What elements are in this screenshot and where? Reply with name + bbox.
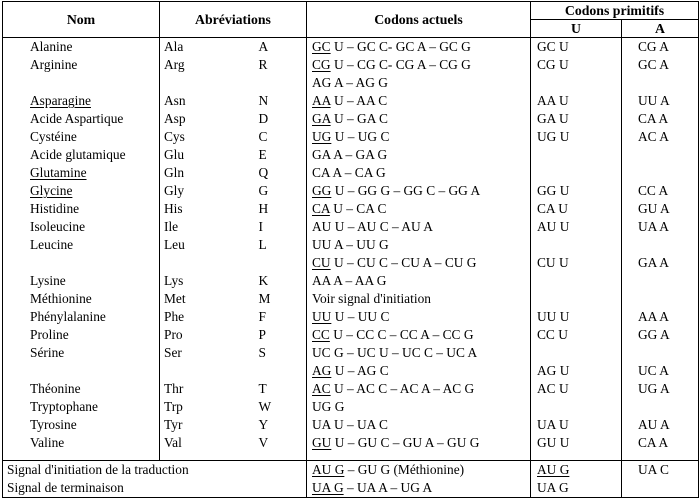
primitive-codon-a: UC A: [622, 362, 699, 380]
amino-acid-name: [3, 308, 160, 326]
amino-acid-name-text: Tyrosine: [30, 417, 77, 432]
current-codons: [307, 398, 531, 416]
amino-acid-name-text: Lysine: [30, 273, 66, 288]
amino-acid-name-text: Méthionine: [30, 291, 92, 306]
codon-prefix: AA: [312, 93, 331, 108]
primitive-codon-a: GA A: [622, 254, 699, 272]
codon-rest: UG G: [312, 399, 345, 414]
codon-prefix: UA G: [312, 480, 344, 495]
current-codons: [307, 290, 531, 308]
primitive-codon-u: [531, 290, 622, 308]
signal-codons: [307, 479, 531, 498]
primitive-codon-u: CU U: [531, 254, 622, 272]
current-codons: [307, 434, 531, 452]
primitive-codon-a: [622, 344, 699, 362]
three-letter-code: Gln: [164, 165, 185, 180]
one-letter-code: G: [255, 182, 307, 200]
three-letter-code: Met: [164, 291, 186, 306]
codon-prefix: GA: [312, 111, 331, 126]
one-letter-code: [255, 74, 307, 92]
amino-acid-name: [3, 164, 160, 182]
current-codons: [307, 254, 531, 272]
three-letter-code: [160, 74, 255, 92]
codon-prefix: AU G: [312, 462, 345, 477]
table-row: [3, 344, 699, 362]
three-letter-code: Trp: [164, 399, 183, 414]
codon-rest: U – UU C: [331, 309, 390, 324]
current-codons: [307, 218, 531, 236]
codon-rest: U – CG C- CG A – CG G: [330, 57, 471, 72]
three-letter-code: Glu: [164, 147, 185, 162]
header-a: A: [622, 20, 699, 38]
header-codons-actuels: Codons actuels: [307, 2, 531, 38]
primitive-codon-u: CC U: [531, 326, 622, 344]
current-codons: [307, 92, 531, 110]
amino-acid-name: [3, 416, 160, 434]
amino-acid-name: [3, 362, 160, 380]
amino-acid-name-text: Asparagine: [30, 93, 91, 108]
three-letter-code: Leu: [164, 237, 185, 252]
primitive-codon-a: CC A: [622, 182, 699, 200]
primitive-codon-a: GG A: [622, 326, 699, 344]
primitive-codon-u: [531, 344, 622, 362]
primitive-codon-u: GU U: [531, 434, 622, 452]
codon-rest: AG A – AG G: [312, 75, 388, 90]
one-letter-code: K: [255, 272, 307, 290]
codon-rest: U – AC C – AC A – AC G: [330, 381, 475, 396]
one-letter-code: D: [255, 110, 307, 128]
amino-acid-name: [3, 74, 160, 92]
current-codons: [307, 416, 531, 434]
amino-acid-name-text: Histidine: [30, 201, 80, 216]
primitive-codon-u: UU U: [531, 308, 622, 326]
primitive-codon-u: [531, 398, 622, 416]
three-letter-code: Thr: [164, 381, 184, 396]
primitive-codon-u: AC U: [531, 380, 622, 398]
three-letter-code: Arg: [164, 57, 185, 72]
amino-acid-name-text: Glutamine: [30, 165, 87, 180]
primitive-codon-a: CA A: [622, 434, 699, 452]
current-codons: [307, 326, 531, 344]
codon-rest: U – AA C: [330, 93, 388, 108]
three-letter-code: Ala: [164, 39, 184, 54]
primitive-codon-u: AU U: [531, 218, 622, 236]
one-letter-code: W: [255, 398, 307, 416]
primitive-codon-u: UA U: [531, 416, 622, 434]
gap-cell: [255, 452, 307, 461]
amino-acid-name: [3, 200, 160, 218]
table-row: [3, 110, 699, 128]
signal-primitive-u: [531, 479, 622, 498]
amino-acid-name: [3, 128, 160, 146]
primitive-codon-a: GC A: [622, 56, 699, 74]
header-codons-primitifs: Codons primitifs: [531, 2, 699, 20]
three-letter-code: Val: [164, 435, 182, 450]
current-codons: [307, 110, 531, 128]
primitive-codon-a: [622, 290, 699, 308]
primitive-codon-a: AC A: [622, 128, 699, 146]
table-row: [3, 326, 699, 344]
table-row: [3, 308, 699, 326]
one-letter-code: R: [255, 56, 307, 74]
codon-rest: U – CA C: [329, 201, 387, 216]
amino-acid-name-text: Alanine: [30, 39, 73, 54]
table-gap-row: [3, 452, 699, 461]
amino-acid-name: [3, 56, 160, 74]
codon-table: [2, 1, 699, 498]
current-codons: [307, 344, 531, 362]
amino-acid-name-text: Glycine: [30, 183, 73, 198]
codon-rest: UC G – UC U – UC C – UC A: [312, 345, 478, 360]
table-row: [3, 362, 699, 380]
signal-name: Signal d'initiation de la traduction: [3, 461, 307, 480]
amino-acid-name-text: Acide Aspartique: [30, 111, 124, 126]
one-letter-code: I: [255, 218, 307, 236]
signal-primitive-a: UA C: [622, 461, 699, 480]
current-codons: [307, 380, 531, 398]
header-abreviations: Abréviations: [160, 2, 307, 38]
one-letter-code: F: [255, 308, 307, 326]
primitive-codon-u: CA U: [531, 200, 622, 218]
one-letter-code: N: [255, 92, 307, 110]
table-row: [3, 218, 699, 236]
amino-acid-name-text: Leucine: [30, 237, 74, 252]
table-row: [3, 74, 699, 92]
amino-acid-name: [3, 146, 160, 164]
codon-prefix: UU: [312, 309, 332, 324]
gap-cell: [622, 452, 699, 461]
signal-row: [3, 479, 699, 498]
table-row: [3, 92, 699, 110]
gap-cell: [160, 452, 255, 461]
one-letter-code: M: [255, 290, 307, 308]
primitive-codon-u: UG U: [531, 128, 622, 146]
signal-codons: [307, 461, 531, 480]
amino-acid-name-text: Valine: [30, 435, 65, 450]
primitive-codon-a: [622, 272, 699, 290]
codon-rest: GA A – GA G: [312, 147, 388, 162]
signal-primitive-u-text: UA G: [537, 480, 569, 495]
current-codons: [307, 308, 531, 326]
primitive-codon-a: UA A: [622, 218, 699, 236]
table-row: [3, 164, 699, 182]
amino-acid-name: [3, 110, 160, 128]
table-row: [3, 146, 699, 164]
table-row: [3, 128, 699, 146]
table-row: [3, 56, 699, 74]
amino-acid-name-text: Théonine: [30, 381, 81, 396]
one-letter-code: [255, 254, 307, 272]
amino-acid-name: [3, 398, 160, 416]
primitive-codon-u: [531, 164, 622, 182]
amino-acid-name: [3, 254, 160, 272]
codon-prefix: GC: [312, 39, 331, 54]
primitive-codon-a: CG A: [622, 38, 699, 57]
table-row: [3, 272, 699, 290]
codon-prefix: AG: [312, 363, 332, 378]
primitive-codon-u: [531, 236, 622, 254]
three-letter-code: His: [164, 201, 183, 216]
codon-prefix: CA: [312, 201, 330, 216]
three-letter-code: Gly: [164, 183, 185, 198]
codon-rest: Voir signal d'initiation: [312, 291, 431, 306]
codon-rest: UA U – UA C: [312, 417, 388, 432]
one-letter-code: S: [255, 344, 307, 362]
primitive-codon-u: AA U: [531, 92, 622, 110]
amino-acid-name-text: Acide glutamique: [30, 147, 126, 162]
codon-rest: U – GA C: [330, 111, 388, 126]
codon-rest: – GU G (Méthionine): [344, 462, 465, 477]
current-codons: [307, 272, 531, 290]
codon-rest: CA A – CA G: [312, 165, 386, 180]
one-letter-code: H: [255, 200, 307, 218]
current-codons: [307, 146, 531, 164]
codon-rest: UU A – UU G: [312, 237, 389, 252]
one-letter-code: A: [255, 38, 307, 57]
signal-primitive-u: [531, 461, 622, 480]
amino-acid-name: [3, 236, 160, 254]
header-u: U: [531, 20, 622, 38]
codon-prefix: GG: [312, 183, 332, 198]
one-letter-code: E: [255, 146, 307, 164]
current-codons: [307, 362, 531, 380]
one-letter-code: P: [255, 326, 307, 344]
amino-acid-name-text: Tryptophane: [30, 399, 98, 414]
gap-cell: [3, 452, 160, 461]
primitive-codon-u: CG U: [531, 56, 622, 74]
codon-rest: U – CC C – CC A – CC G: [329, 327, 474, 342]
current-codons: [307, 236, 531, 254]
amino-acid-name: [3, 434, 160, 452]
three-letter-code: Asp: [164, 111, 186, 126]
codon-prefix: CG: [312, 57, 331, 72]
current-codons: [307, 200, 531, 218]
primitive-codon-a: UG A: [622, 380, 699, 398]
primitive-codon-a: [622, 146, 699, 164]
table-row: [3, 38, 699, 57]
primitive-codon-a: AU A: [622, 416, 699, 434]
primitive-codon-a: [622, 74, 699, 92]
codon-rest: U – GG G – GG C – GG A: [331, 183, 481, 198]
one-letter-code: Y: [255, 416, 307, 434]
amino-acid-name: [3, 380, 160, 398]
primitive-codon-a: AA A: [622, 308, 699, 326]
table-row: [3, 380, 699, 398]
amino-acid-name: [3, 38, 160, 57]
amino-acid-name-text: Cystéine: [30, 129, 77, 144]
codon-prefix: UG: [312, 129, 332, 144]
primitive-codon-a: [622, 398, 699, 416]
table-row: [3, 416, 699, 434]
table-row: [3, 200, 699, 218]
current-codons: [307, 74, 531, 92]
three-letter-code: Tyr: [164, 417, 183, 432]
codon-rest: U – GC C- GC A – GC G: [330, 39, 471, 54]
current-codons: [307, 56, 531, 74]
primitive-codon-u: [531, 146, 622, 164]
primitive-codon-u: GA U: [531, 110, 622, 128]
amino-acid-name-text: Isoleucine: [30, 219, 86, 234]
amino-acid-name: [3, 92, 160, 110]
amino-acid-name-text: Arginine: [30, 57, 78, 72]
amino-acid-rows: [3, 38, 699, 498]
codon-rest: – UA A – UG A: [343, 480, 433, 495]
three-letter-code: Asn: [164, 93, 186, 108]
signal-row: [3, 461, 699, 480]
one-letter-code: Q: [255, 164, 307, 182]
one-letter-code: [255, 362, 307, 380]
codon-prefix: AC: [312, 381, 331, 396]
primitive-codon-a: [622, 236, 699, 254]
one-letter-code: C: [255, 128, 307, 146]
primitive-codon-u: GC U: [531, 38, 622, 57]
current-codons: [307, 164, 531, 182]
signal-primitive-a: [622, 479, 699, 498]
current-codons: [307, 128, 531, 146]
amino-acid-name: [3, 182, 160, 200]
three-letter-code: [160, 362, 255, 380]
three-letter-code: Cys: [164, 129, 185, 144]
three-letter-code: Ile: [164, 219, 179, 234]
current-codons: [307, 182, 531, 200]
table-row: [3, 182, 699, 200]
amino-acid-name-text: Proline: [30, 327, 69, 342]
amino-acid-name: [3, 290, 160, 308]
codon-prefix: CU: [312, 255, 331, 270]
signal-primitive-u-text: AU G: [537, 462, 570, 477]
codon-rest: AU U – AU C – AU A: [312, 219, 433, 234]
primitive-codon-u: [531, 272, 622, 290]
codon-prefix: CC: [312, 327, 330, 342]
amino-acid-name-text: Sérine: [30, 345, 65, 360]
one-letter-code: L: [255, 236, 307, 254]
three-letter-code: Pro: [164, 327, 183, 342]
three-letter-code: Lys: [164, 273, 184, 288]
gap-cell: [307, 452, 531, 461]
current-codons: [307, 38, 531, 57]
three-letter-code: Ser: [164, 345, 182, 360]
amino-acid-name: [3, 326, 160, 344]
three-letter-code: Phe: [164, 309, 185, 324]
signal-name: Signal de terminaison: [3, 479, 307, 498]
one-letter-code: T: [255, 380, 307, 398]
amino-acid-name: [3, 344, 160, 362]
one-letter-code: V: [255, 434, 307, 452]
codon-rest: AA A – AA G: [312, 273, 387, 288]
amino-acid-name: [3, 272, 160, 290]
header-nom: Nom: [3, 2, 160, 38]
table-row: [3, 398, 699, 416]
table-row: [3, 434, 699, 452]
primitive-codon-u: AG U: [531, 362, 622, 380]
table-row: [3, 236, 699, 254]
codon-rest: U – AG C: [331, 363, 389, 378]
primitive-codon-a: [622, 164, 699, 182]
primitive-codon-a: CA A: [622, 110, 699, 128]
amino-acid-name: [3, 218, 160, 236]
amino-acid-name-text: Phénylalanine: [30, 309, 106, 324]
primitive-codon-u: GG U: [531, 182, 622, 200]
codon-rest: U – CU C – CU A – CU G: [330, 255, 477, 270]
table-row: [3, 290, 699, 308]
codon-prefix: GU: [312, 435, 332, 450]
three-letter-code: [160, 254, 255, 272]
primitive-codon-a: GU A: [622, 200, 699, 218]
table-row: [3, 254, 699, 272]
primitive-codon-a: UU A: [622, 92, 699, 110]
primitive-codon-u: [531, 74, 622, 92]
gap-cell: [531, 452, 622, 461]
codon-rest: U – GU C – GU A – GU G: [331, 435, 480, 450]
codon-rest: U – UG C: [331, 129, 390, 144]
